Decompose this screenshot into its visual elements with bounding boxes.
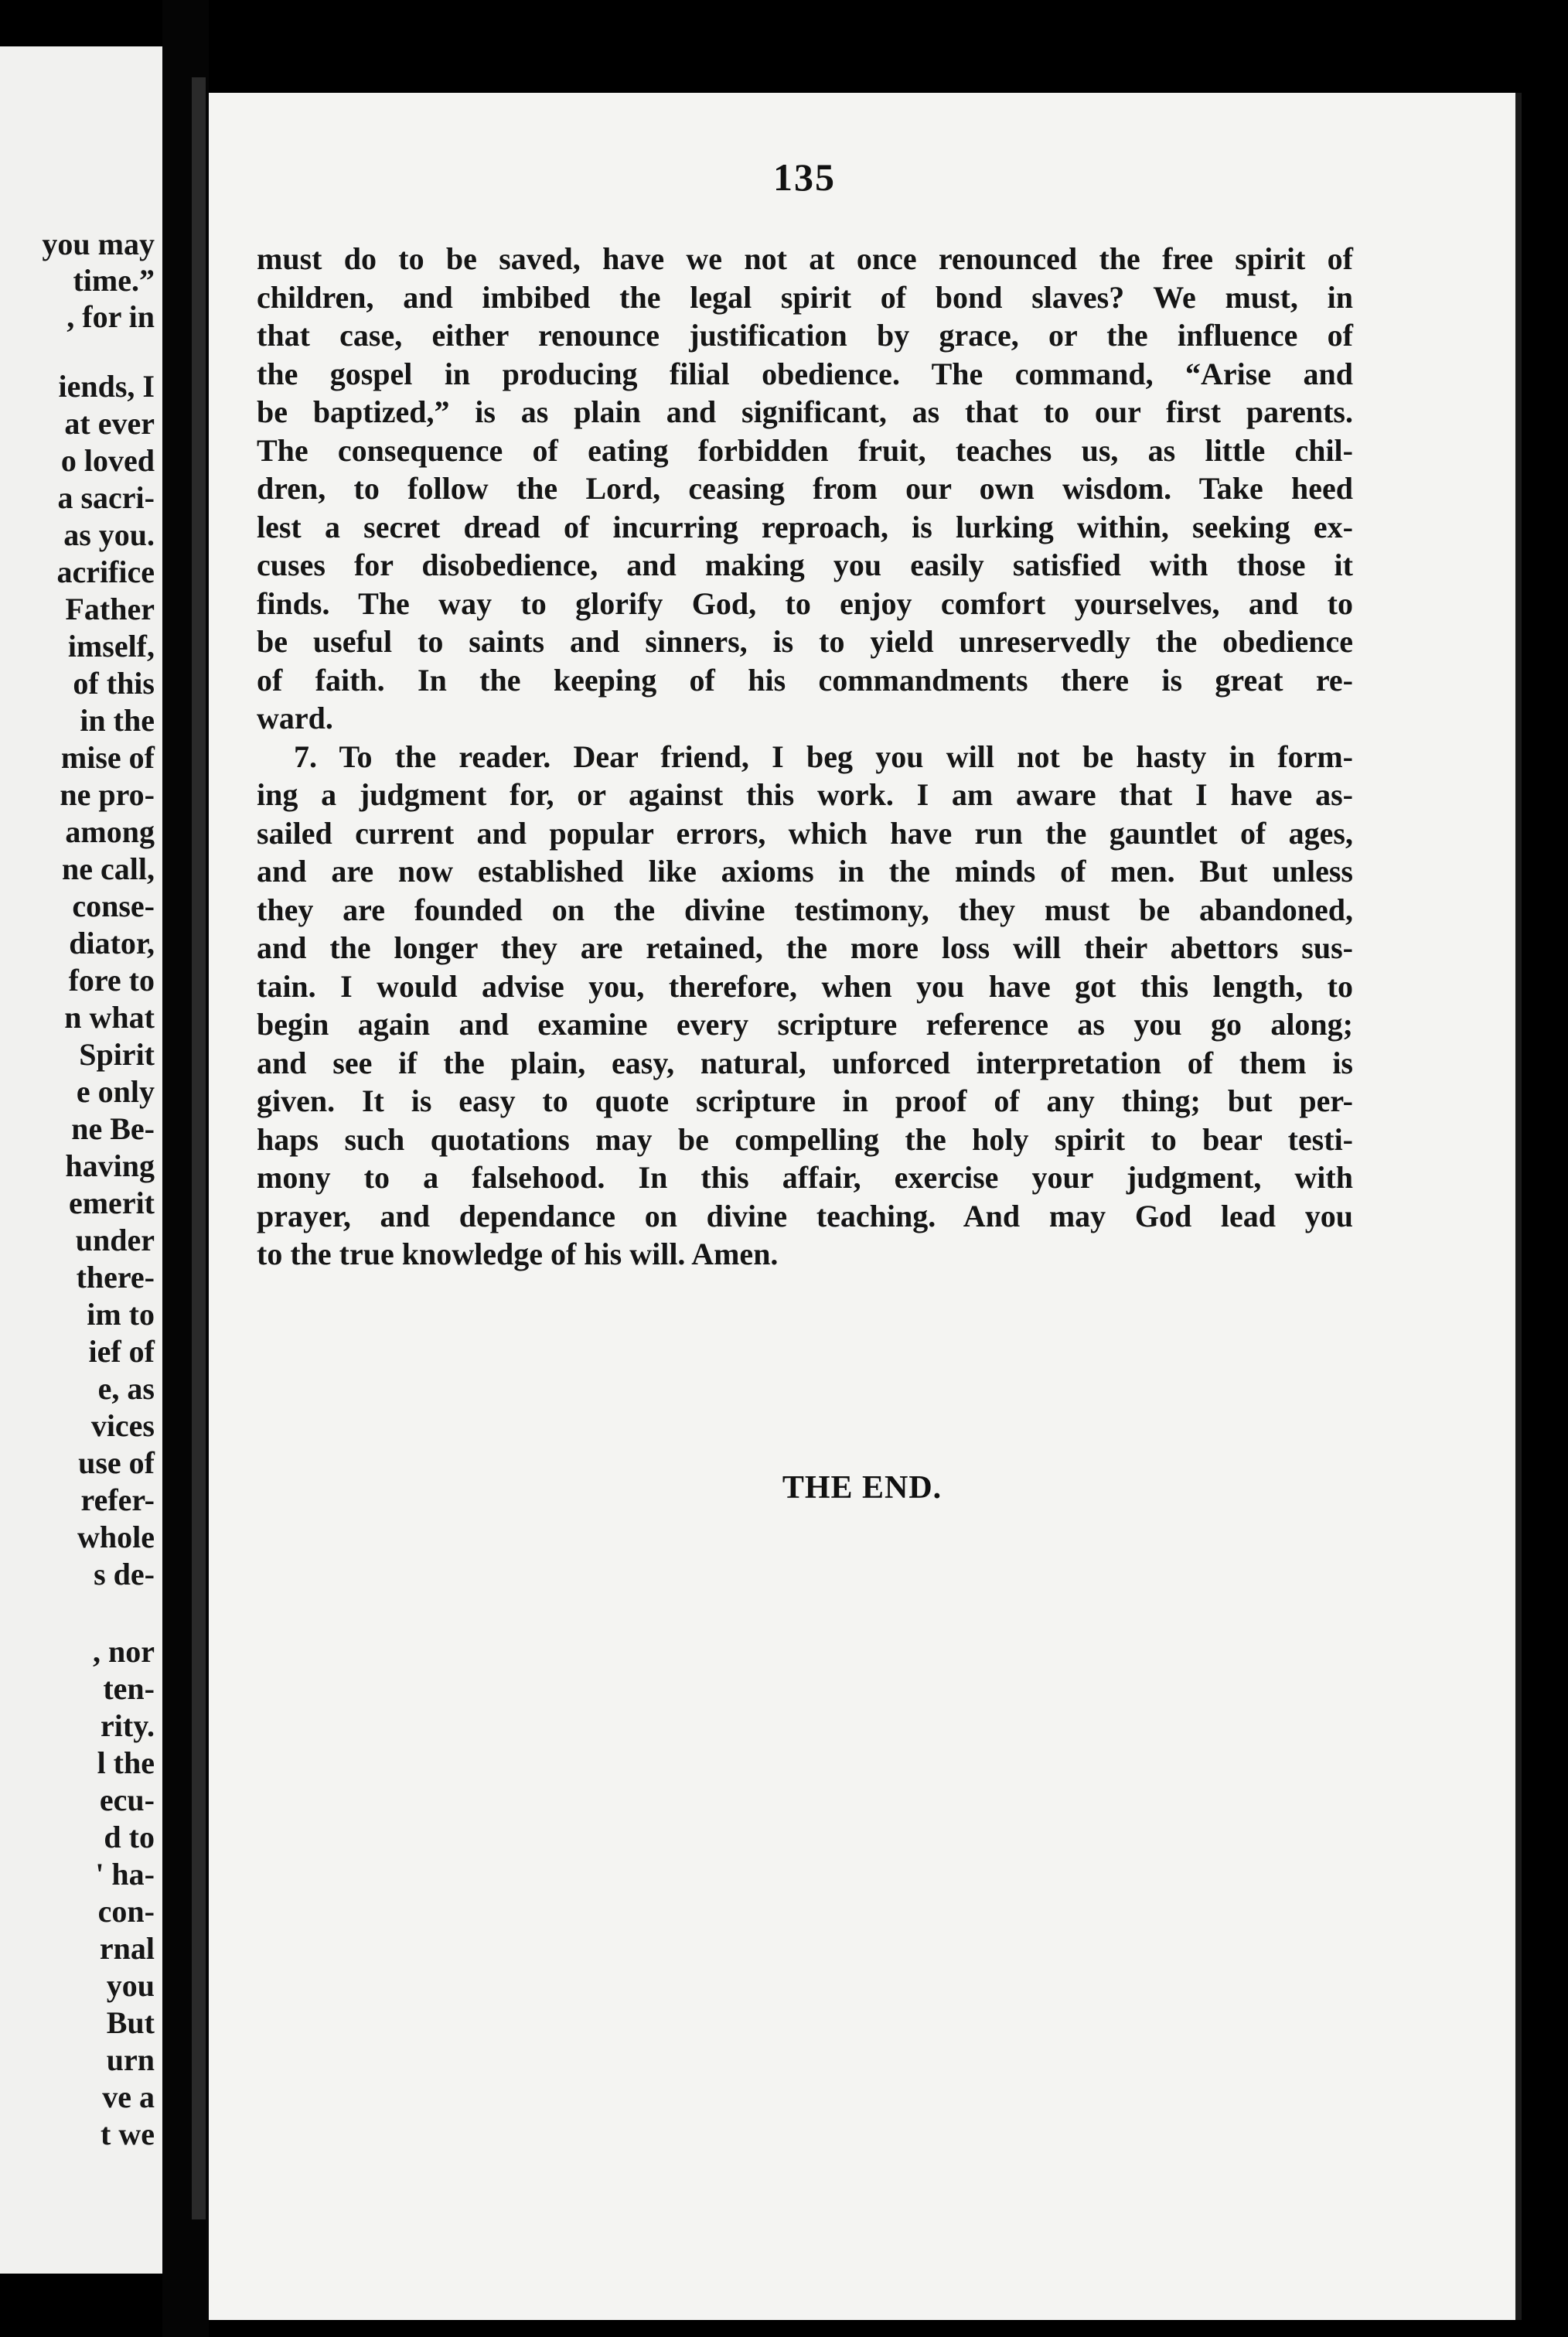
- paragraph-start-line: 7. To the reader. Dear friend, I beg you will not be hasty in form-: [294, 739, 1353, 774]
- page-number: 135: [773, 155, 836, 199]
- left-line: ecu-: [99, 1783, 155, 1817]
- text-line: lest a secret dread of incurring reproach, is lurking within, seeking ex-: [257, 509, 1353, 544]
- left-line: iends, I: [58, 369, 155, 404]
- left-line: conse-: [72, 889, 155, 923]
- left-line: Spirit: [79, 1037, 155, 1072]
- text-line: begin again and examine every scripture reference as you go along;: [257, 1007, 1353, 1042]
- left-line: ' ha-: [95, 1857, 155, 1892]
- left-line: mise of: [60, 740, 155, 775]
- text-line: finds. The way to glorify God, to enjoy comfort yourselves, and to: [257, 585, 1353, 621]
- left-line: rity.: [101, 1708, 155, 1743]
- the-end-heading: THE END.: [782, 1470, 943, 1506]
- left-line: t we: [101, 2117, 155, 2151]
- left-line: diator,: [69, 926, 155, 960]
- text-line: be useful to saints and sinners, is to yield unreservedly the obedience: [257, 624, 1353, 659]
- left-line: n what: [64, 1000, 155, 1035]
- left-line: ief of: [88, 1334, 155, 1369]
- text-line: mony to a falsehood. In this affair, exercise your judgment, with: [257, 1160, 1353, 1195]
- text-line: of faith. In the keeping of his commandments there is great re-: [257, 662, 1353, 698]
- paragraph-end-line: ward.: [257, 701, 333, 735]
- left-line: there-: [76, 1260, 155, 1295]
- page-edge: [1515, 93, 1522, 2320]
- left-line: con-: [97, 1894, 155, 1929]
- left-line: vices: [90, 1408, 155, 1443]
- left-line: you may: [42, 227, 155, 261]
- text-line: given. It is easy to quote scripture in proof of any thing; but per-: [257, 1083, 1353, 1118]
- left-line: you: [106, 1968, 155, 2003]
- body-text: [257, 240, 1353, 1274]
- left-line: ne pro-: [60, 777, 155, 812]
- left-line: ne call,: [62, 851, 155, 886]
- left-line: whole: [77, 1520, 155, 1554]
- text-line: children, and imbibed the legal spirit of bond slaves? We must, in: [257, 279, 1353, 315]
- left-line: s de-: [94, 1557, 155, 1592]
- left-line: Father: [65, 592, 155, 626]
- text-line: be baptized,” is as plain and significant, as that to our first parents.: [257, 394, 1353, 429]
- left-line: use of: [78, 1445, 155, 1480]
- left-line: a sacri-: [57, 480, 155, 515]
- left-line: fore to: [68, 963, 155, 998]
- left-line: d to: [104, 1820, 155, 1854]
- left-line: emerit: [68, 1186, 155, 1220]
- text-line: and are now established like axioms in the minds of men. But unless: [257, 854, 1353, 889]
- left-line: refer-: [80, 1482, 155, 1517]
- left-line: , for in: [66, 299, 155, 334]
- text-line: haps such quotations may be compelling the holy spirit to bear testi-: [257, 1121, 1353, 1157]
- left-line: at ever: [64, 406, 155, 441]
- text-line: they are founded on the divine testimony, they must be abandoned,: [257, 892, 1353, 927]
- left-line: e, as: [97, 1371, 155, 1406]
- left-line: , nor: [93, 1634, 155, 1669]
- gutter-shadow: [192, 77, 206, 2219]
- text-line: ing a judgment for, or against this work. I am aware that I have as-: [257, 777, 1353, 812]
- left-line: o loved: [60, 443, 155, 478]
- left-line: But: [106, 2005, 155, 2040]
- text-line: that case, either renounce justification by grace, or the influence of: [257, 318, 1353, 353]
- text-line: must do to be saved, have we not at once renounced the free spirit of: [257, 241, 1353, 276]
- left-line: im to: [87, 1297, 155, 1332]
- text-line: the gospel in producing filial obedience. The command, “Arise and: [257, 356, 1353, 391]
- left-line: imself,: [67, 629, 155, 664]
- text-line: sailed current and popular errors, which have run the gauntlet of ages,: [257, 815, 1353, 851]
- text-line: dren, to follow the Lord, ceasing from our own wisdom. Take heed: [257, 471, 1353, 506]
- left-line: as you.: [63, 517, 155, 552]
- left-line: under: [75, 1223, 155, 1257]
- left-line: having: [65, 1148, 155, 1183]
- left-line: acrifice: [56, 554, 155, 589]
- paragraph-end-line: to the true knowledge of his will. Amen.: [257, 1237, 779, 1271]
- text-line: and the longer they are retained, the more loss will their abettors sus-: [257, 930, 1353, 965]
- left-line: l the: [97, 1745, 155, 1780]
- left-line: ve a: [102, 2079, 155, 2114]
- left-line: ten-: [103, 1671, 155, 1706]
- text-line: tain. I would advise you, therefore, when you have got this length, to: [257, 968, 1353, 1004]
- text-line: prayer, and dependance on divine teaching. And may God lead you: [257, 1198, 1353, 1233]
- facing-page-fragment: [0, 46, 162, 2274]
- left-line: of this: [73, 666, 155, 701]
- left-line: time.”: [73, 263, 155, 298]
- left-line: ne Be-: [71, 1111, 155, 1146]
- left-line: rnal: [99, 1931, 155, 1966]
- text-line: and see if the plain, easy, natural, unforced interpretation of them is: [257, 1045, 1353, 1080]
- left-line: urn: [106, 2042, 155, 2077]
- left-line: e only: [76, 1074, 155, 1109]
- text-line: cuses for disobedience, and making you easily satisfied with those it: [257, 548, 1353, 582]
- main-page: [209, 93, 1515, 2320]
- left-line: in the: [80, 703, 155, 738]
- text-line: The consequence of eating forbidden fruit, teaches us, as little chil-: [257, 432, 1353, 468]
- left-line: among: [65, 814, 155, 849]
